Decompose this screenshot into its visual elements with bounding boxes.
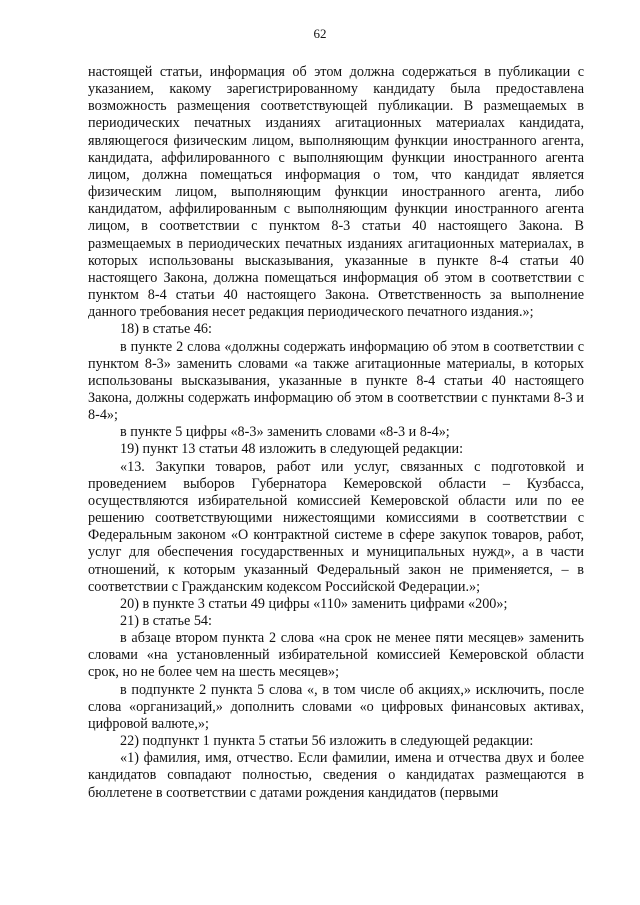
paragraph: «1) фамилия, имя, отчество. Если фамилии, имена и отчества двух и более кандидатов совпадают полностью, сведения о кандидатах размещаются в бюллетене в соответствии с датами рождения кандидатов (первыми xyxy=(88,750,584,801)
document-body-text xyxy=(88,64,584,802)
paragraph: 22) подпункт 1 пункта 5 статьи 56 изложить в следующей редакции: xyxy=(120,733,534,750)
paragraph: в пункте 2 слова «должны содержать информацию об этом в соответствии с пунктом 8-3» заменить словами «а также агитационные материалы, в которых использованы высказывания, указанные в пункте 8-4 статьи 40 настоящего Закона, должны содержать информацию об этом в соответствии с пунктами 8-3 и 8-4»; xyxy=(88,338,584,424)
page-number: 62 xyxy=(313,26,327,41)
paragraph: в абзаце втором пункта 2 слова «на срок не менее пяти месяцев» заменить словами «на установленный избирательной комиссией Кемеровской области срок, но не более чем на шесть месяцев»; xyxy=(88,630,584,681)
paragraph: настоящей статьи, информация об этом должна содержаться в публикации с указанием, какому зарегистрированному кандидату была предоставлена возможность размещения соответствующей публикации. В размещаемых в периодических печатных изданиях агитационных материалах кандидата, являющегося физическим лицом, выполняющим функции иностранного агента, кандидата, аффилированного с выполняющим функции иностранного агента лицом, должна помещаться информация о том, что кандидат является физическим лицом, выполняющим функции иностранного агента, либо кандидатом, аффилированным с выполняющим функции иностранного агента лицом, в соответствии с пунктом 8-3 статьи 40 настоящего Закона. В размещаемых в периодических печатных изданиях агитационных материалах, в которых использованы высказывания, указанные в пункте 8-4 статьи 40 настоящего Закона, должна помещаться информация об этом в соответствии с пунктом 8-4 статьи 40 настоящего Закона. Ответственность за выполнение данного требования несет редакция периодического печатного издания.»; xyxy=(88,64,584,321)
paragraph: 20) в пункте 3 статьи 49 цифры «110» заменить цифрами «200»; xyxy=(120,595,508,612)
paragraph: в подпункте 2 пункта 5 слова «, в том числе об акциях,» исключить, после слова «организаций,» дополнить словами «о цифровых финансовых активах, цифровой валюте,»; xyxy=(88,681,584,732)
paragraph: «13. Закупки товаров, работ или услуг, связанных с подготовкой и проведением выборов Губернатора Кемеровской области – Кузбасса, осуществляются избирательной комиссией Кемеровской области или по ее решению соответствующими нижестоящими комиссиями в соответствии с Федеральным законом «О контрактной системе в сфере закупок товаров, работ, услуг для обеспечения государственных и муниципальных нужд», а в части отношений, к которым указанный Федеральный закон не применяется, – в соответствии с Гражданским кодексом Российской Федерации.»; xyxy=(88,458,584,595)
paragraph: 21) в статье 54: xyxy=(120,613,212,629)
paragraph: 18) в статье 46: xyxy=(120,321,212,338)
paragraph: в пункте 5 цифры «8-3» заменить словами «8-3 и 8-4»; xyxy=(120,424,450,441)
paragraph: 19) пункт 13 статьи 48 изложить в следующей редакции: xyxy=(120,441,464,458)
